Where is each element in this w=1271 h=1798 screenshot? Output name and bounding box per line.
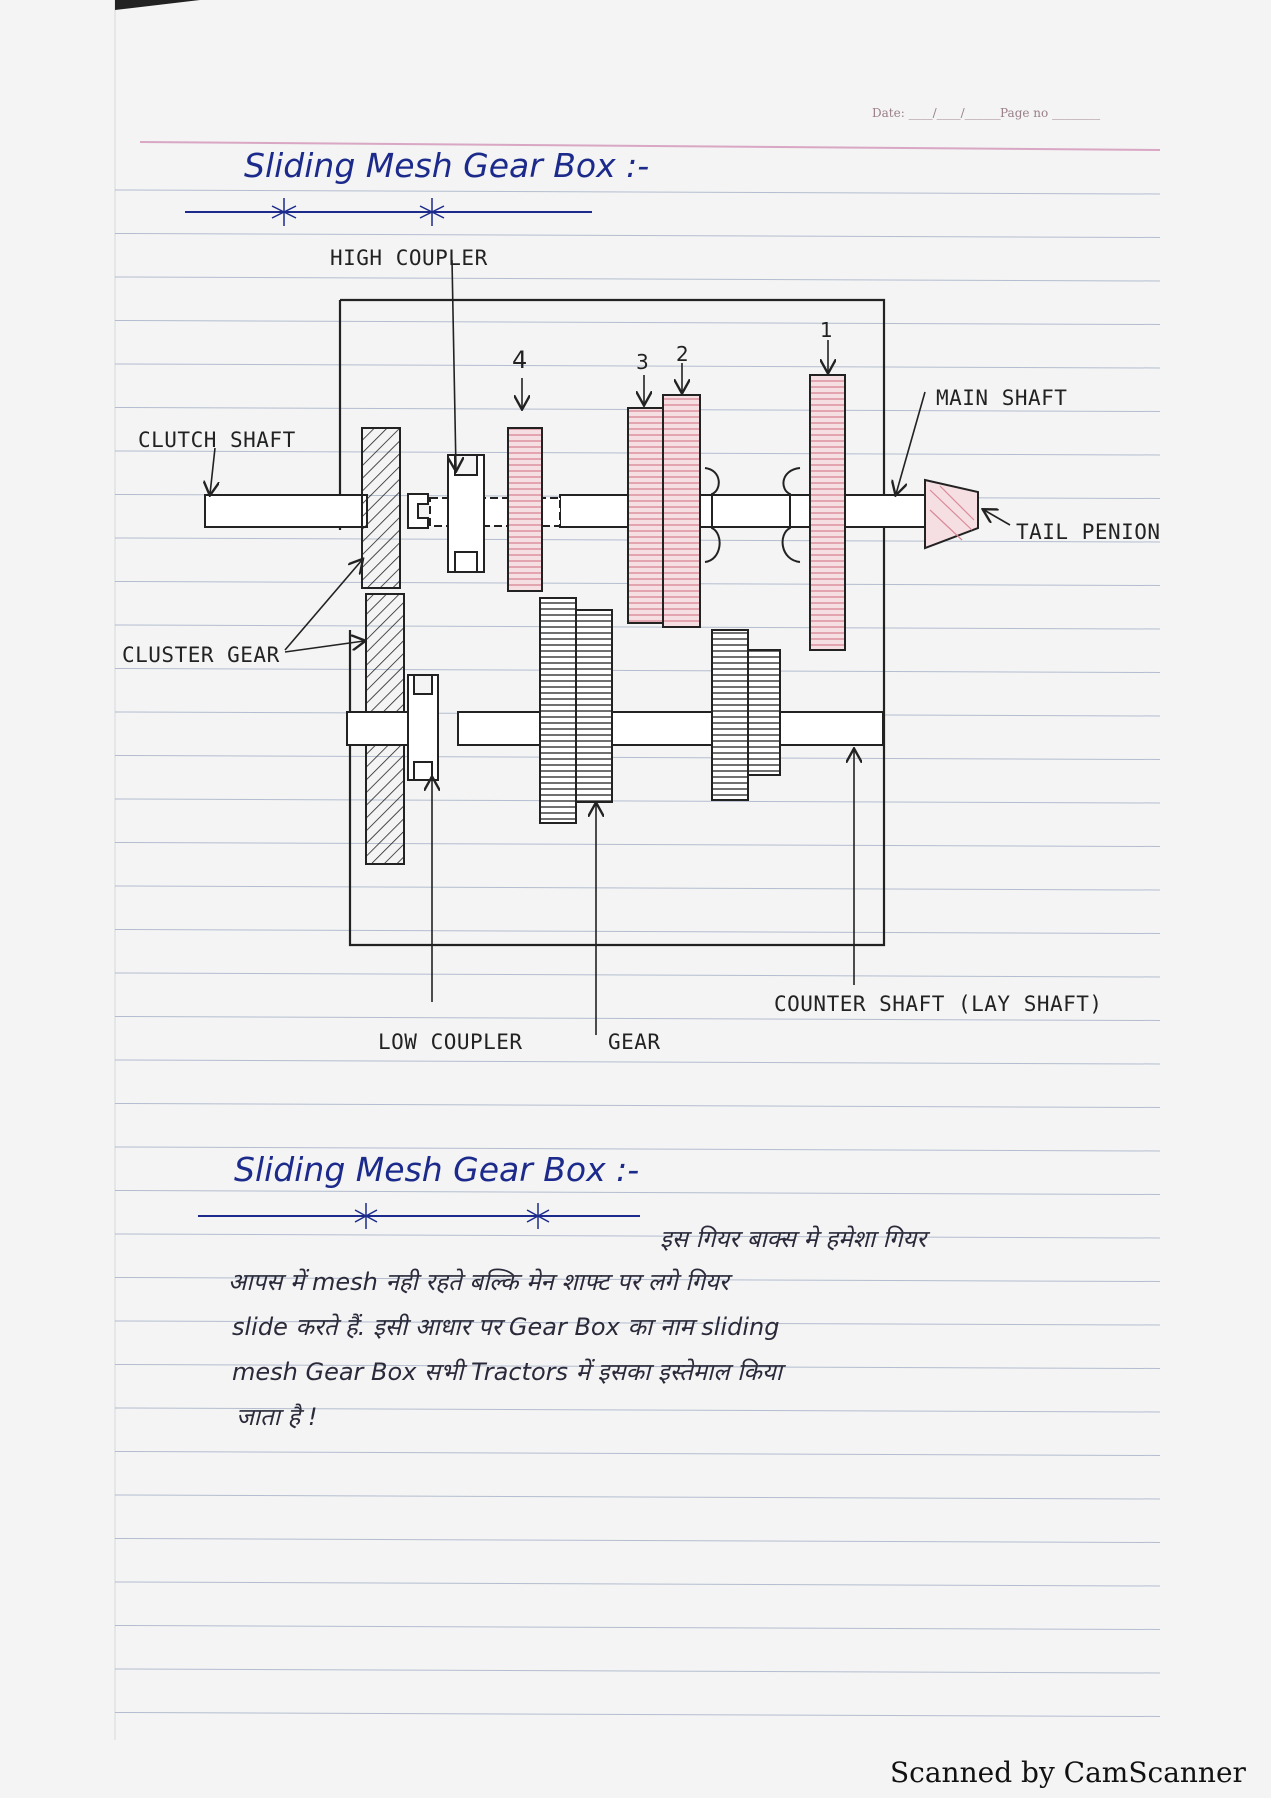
paragraph-line-1: इस गियर बाक्स मे हमेशा गियर — [660, 1225, 927, 1253]
label-main-shaft: MAIN SHAFT — [936, 386, 1068, 410]
leader-main-shaft — [896, 392, 925, 494]
date-field: Date: ____/____/______ — [872, 106, 1001, 120]
label-low-coupler: LOW COUPLER — [378, 1030, 523, 1054]
paragraph-line-3: slide करते हैं. इसी आधार पर Gear Box का नाम sliding — [232, 1313, 780, 1341]
counter-gear-a — [540, 598, 576, 823]
paragraph-line-4: mesh Gear Box सभी Tractors में इसका इस्तेमाल किया — [232, 1358, 782, 1386]
main-shaft — [560, 495, 925, 527]
gear-3 — [628, 408, 663, 623]
scanner-watermark: Scanned by CamScanner — [890, 1756, 1246, 1789]
counter-gear-c — [712, 630, 748, 800]
paragraph-line-5: जाता है ! — [236, 1403, 318, 1431]
counter-shaft — [458, 712, 883, 745]
gear-number-2: 2 — [676, 342, 689, 366]
clutch-shaft — [205, 495, 367, 527]
high-coupler — [448, 455, 484, 572]
gear-number-1: 1 — [820, 318, 833, 342]
section-title: Sliding Mesh Gear Box :- — [234, 1150, 640, 1189]
leader-cluster-gear-b — [285, 641, 364, 652]
leader-high-coupler — [452, 260, 456, 470]
gear-4 — [508, 428, 542, 591]
counter-gear-b — [576, 610, 612, 802]
leader-tail-pinion — [984, 510, 1010, 525]
page-number-label: Page no — [1000, 106, 1049, 120]
gear-number-3: 3 — [636, 350, 649, 374]
label-high-coupler: HIGH COUPLER — [330, 246, 488, 270]
tail-pinion — [925, 480, 978, 548]
label-counter-shaft: COUNTER SHAFT (LAY SHAFT) — [774, 992, 1103, 1016]
clutch-dog — [408, 494, 428, 528]
counter-gear-d — [748, 650, 780, 775]
low-coupler — [408, 675, 438, 780]
label-cluster-gear: CLUSTER GEAR — [122, 643, 280, 667]
label-clutch-shaft: CLUTCH SHAFT — [138, 428, 296, 452]
gear-2 — [663, 395, 700, 627]
label-tail-pinion: TAIL PENION — [1016, 520, 1161, 544]
leader-clutch-shaft — [210, 448, 215, 494]
label-gear: GEAR — [608, 1030, 661, 1054]
gear-number-4: 4 — [512, 346, 528, 374]
page-number-field: Page no ________ — [1000, 106, 1101, 120]
date-label: Date: — [872, 106, 905, 120]
cluster-gear-upper — [362, 428, 400, 588]
gear-1 — [810, 375, 845, 650]
diagram-title: Sliding Mesh Gear Box :- — [244, 146, 650, 185]
paragraph-line-2: आपस में mesh नही रहते बल्कि मेन शाफ्ट पर लगे गियर — [228, 1268, 729, 1296]
